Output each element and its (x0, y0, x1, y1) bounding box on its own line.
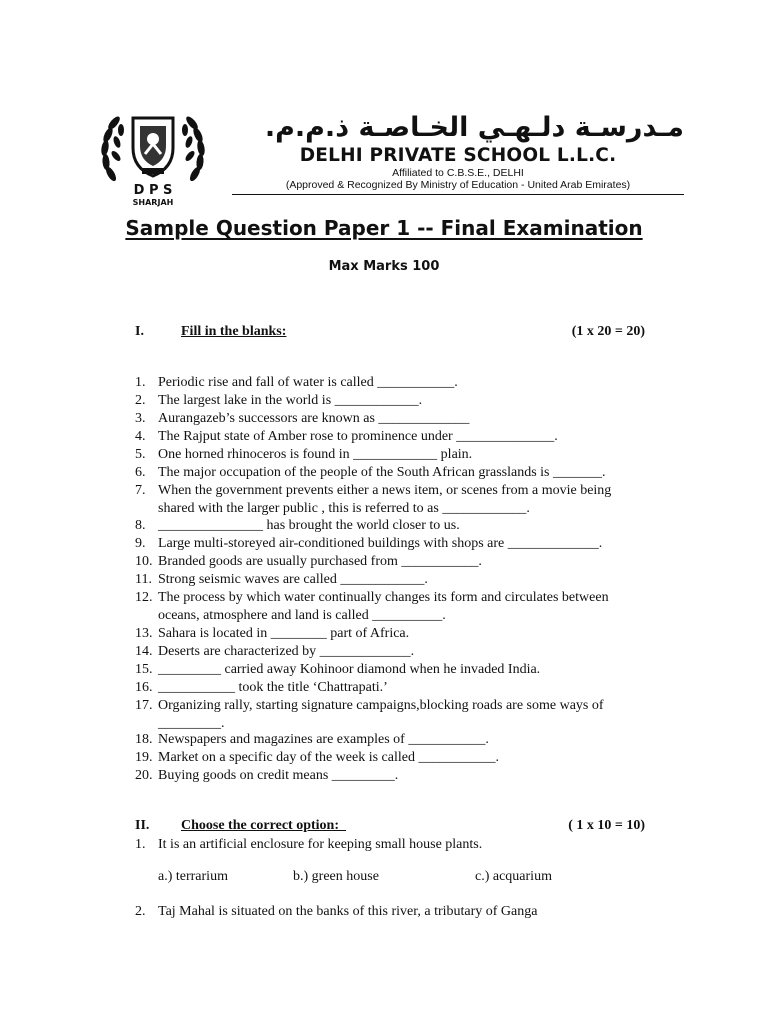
logo-text: D P S (133, 183, 173, 198)
question-number: 1. (135, 837, 146, 852)
header-divider (232, 194, 684, 195)
question-text: ___________ took the title ‘Chattrapati.’ (158, 680, 388, 695)
question-text: The largest lake in the world is ____________. (158, 393, 423, 408)
question-text: When the government prevents either a news item, or scenes from a movie being shared with the larger public , this is referred to as ____________. (158, 483, 612, 516)
question-text: Newspapers and magazines are examples of ___________. (158, 732, 489, 747)
question-number: 16. (135, 680, 153, 695)
option-a: a.) terrarium (158, 869, 228, 884)
section-points: (1 x 20 = 20) (571, 324, 645, 339)
question-text: Large multi-storeyed air-conditioned buildings with shops are _____________. (158, 536, 603, 551)
section-number: II. (135, 818, 150, 833)
question-text: Market on a specific day of the week is called ___________. (158, 750, 499, 765)
school-logo-emblem (96, 104, 210, 208)
option-c: c.) acquarium (475, 869, 552, 884)
school-name-arabic: مـدرسـة دلـهـي الخـاصـة ذ.م.م. (264, 112, 684, 143)
question-number: 11. (135, 572, 152, 587)
question-text: Periodic rise and fall of water is called ___________. (158, 375, 458, 390)
question-number: 20. (135, 768, 153, 783)
question-number: 12. (135, 590, 153, 605)
question-text: Aurangazeb’s successors are known as _____________ (158, 411, 470, 426)
section-heading: Choose the correct option: (181, 818, 346, 833)
question-number: 14. (135, 644, 153, 659)
question-number: 5. (135, 447, 146, 462)
section-number: I. (135, 324, 144, 339)
question-text: The major occupation of the people of the South African grasslands is _______. (158, 465, 606, 480)
max-marks: Max Marks 100 (328, 259, 440, 274)
question-number: 19. (135, 750, 153, 765)
question-number: 4. (135, 429, 146, 444)
right-laurel-icon (182, 115, 206, 183)
question-text: Strong seismic waves are called ____________. (158, 572, 428, 587)
question-text: Deserts are characterized by _____________. (158, 644, 415, 659)
question-text: _________ carried away Kohinoor diamond when he invaded India. (158, 662, 541, 677)
question-text: One horned rhinoceros is found in ____________ plain. (158, 447, 473, 462)
question-number: 17. (135, 698, 153, 713)
section-points: ( 1 x 10 = 10) (568, 818, 645, 833)
question-text: It is an artificial enclosure for keeping small house plants. (158, 837, 483, 852)
question-text: The Rajput state of Amber rose to prominence under ______________. (158, 429, 558, 444)
option-b: b.) green house (293, 869, 379, 884)
question-text: Organizing rally, starting signature campaigns,blocking roads are some ways of _________. (158, 698, 604, 731)
question-text: Taj Mahal is situated on the banks of this river, a tributary of Ganga (158, 904, 538, 919)
question-number: 10. (135, 554, 153, 569)
question-text: _______________ has brought the world closer to us. (158, 518, 460, 533)
question-number: 2. (135, 904, 146, 919)
left-laurel-icon (100, 115, 124, 183)
page-title (0, 216, 768, 240)
question-text: Branded goods are usually purchased from ___________. (158, 554, 482, 569)
shield-icon (133, 118, 173, 176)
question-number: 18. (135, 732, 153, 747)
section-heading: Fill in the blanks: (181, 324, 287, 339)
school-name: DELHI PRIVATE SCHOOL L.L.C. (299, 145, 617, 166)
question-number: 8. (135, 518, 146, 533)
question-number: 15. (135, 662, 153, 677)
question-number: 3. (135, 411, 146, 426)
approval-text: (Approved & Recognized By Ministry of Education - United Arab Emirates) (285, 179, 631, 191)
page-title-text: Sample Question Paper 1 -- Final Examination (125, 216, 643, 240)
question-text: Buying goods on credit means _________. (158, 768, 399, 783)
question-number: 9. (135, 536, 146, 551)
question-number: 2. (135, 393, 146, 408)
question-number: 6. (135, 465, 146, 480)
affiliation-text: Affiliated to C.B.S.E., DELHI (392, 167, 524, 179)
question-text: The process by which water continually changes its form and circulates between oceans, atmosphere and land is called __________. (158, 590, 609, 623)
question-number: 1. (135, 375, 146, 390)
question-number: 13. (135, 626, 153, 641)
question-number: 7. (135, 483, 146, 498)
logo-location: SHARJAH (132, 198, 174, 207)
question-text: Sahara is located in ________ part of Africa. (158, 626, 410, 641)
